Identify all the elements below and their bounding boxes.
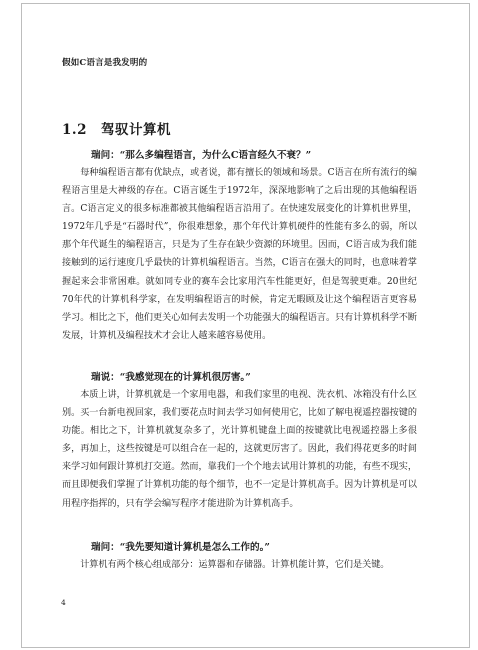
dialogue-line bbox=[91, 539, 270, 553]
dialogue-line bbox=[91, 147, 311, 161]
body-paragraph: 每种编程语言都有优缺点，或者说，都有擅长的领域和场景。C语言在所有流行的编程语言里是大神级的存在。C语言诞生于1972年，深深地影响了之后出现的其他编程语言。C语言定义的很多标准都被其他编程语言沿用了。在快速发展变化的计算机世界里，1972年几乎是“石器时代”，你很难想象，那个年代计算机硬件的性能有多么的弱，所以那个年代诞生的编程语言，只是为了生存在缺少资源的环境里。因而，C语言成为我们能接触到的运行速度几乎最快的计算机编程语言。当然，C语言在强大的同时，也意味着掌握起来会非常困难。就如同专业的赛车会比家用汽车性能更好，但是驾驶更难。20世纪70年代的计算机科学家，在发明编程语言的时候，肯定无暇顾及让这个编程语言更容易学习。相比之下，他们更关心如何去发明一个功能强大的编程语言。只有计算机科学不断发展，计算机及编程技术才会让人越来越容易使用。 bbox=[62, 168, 417, 341]
body-paragraph: 计算机有两个核心组成部分：运算器和存储器。计算机能计算，它们是关键。 bbox=[80, 560, 390, 570]
speaker-label: 瑞问： bbox=[91, 150, 120, 161]
running-head: 假如C语言是我发明的 bbox=[62, 58, 148, 68]
dialogue-quote: “那么多编程语言，为什么C语言经久不衰？” bbox=[119, 150, 312, 161]
section-title-text: 驾驭计算机 bbox=[101, 122, 171, 138]
speaker-label: 瑞问： bbox=[91, 542, 120, 553]
section-heading bbox=[62, 118, 171, 138]
speaker-label: 瑞说： bbox=[91, 372, 120, 383]
dialogue-line bbox=[91, 369, 251, 383]
body-paragraph: 本质上讲，计算机就是一个家用电器，和我们家里的电视、洗衣机、冰箱没有什么区别。买一台新电视回家，我们要花点时间去学习如何使用它，比如了解电视遥控器按键的功能。相比之下，计算机就复杂多了，光计算机键盘上面的按键就比电视遥控器上多很多，再加上，这些按键是可以组合在一起的，这就更厉害了。因此，我们得花更多的时间来学习如何跟计算机打交道。然而，靠我们一个个地去试用计算机的功能，有些不现实，而且即便我们掌握了计算机功能的每个细节，也不一定是计算机高手。因为计算机是可以用程序指挥的，只有学会编写程序才能进阶为计算机高手。 bbox=[62, 390, 417, 509]
section-number: 1.2 bbox=[62, 122, 87, 138]
page-number: 4 bbox=[61, 598, 66, 607]
dialogue-quote: “我先要知道计算机是怎么工作的。” bbox=[119, 542, 270, 553]
dialogue-quote: “我感觉现在的计算机很厉害。” bbox=[119, 372, 251, 383]
